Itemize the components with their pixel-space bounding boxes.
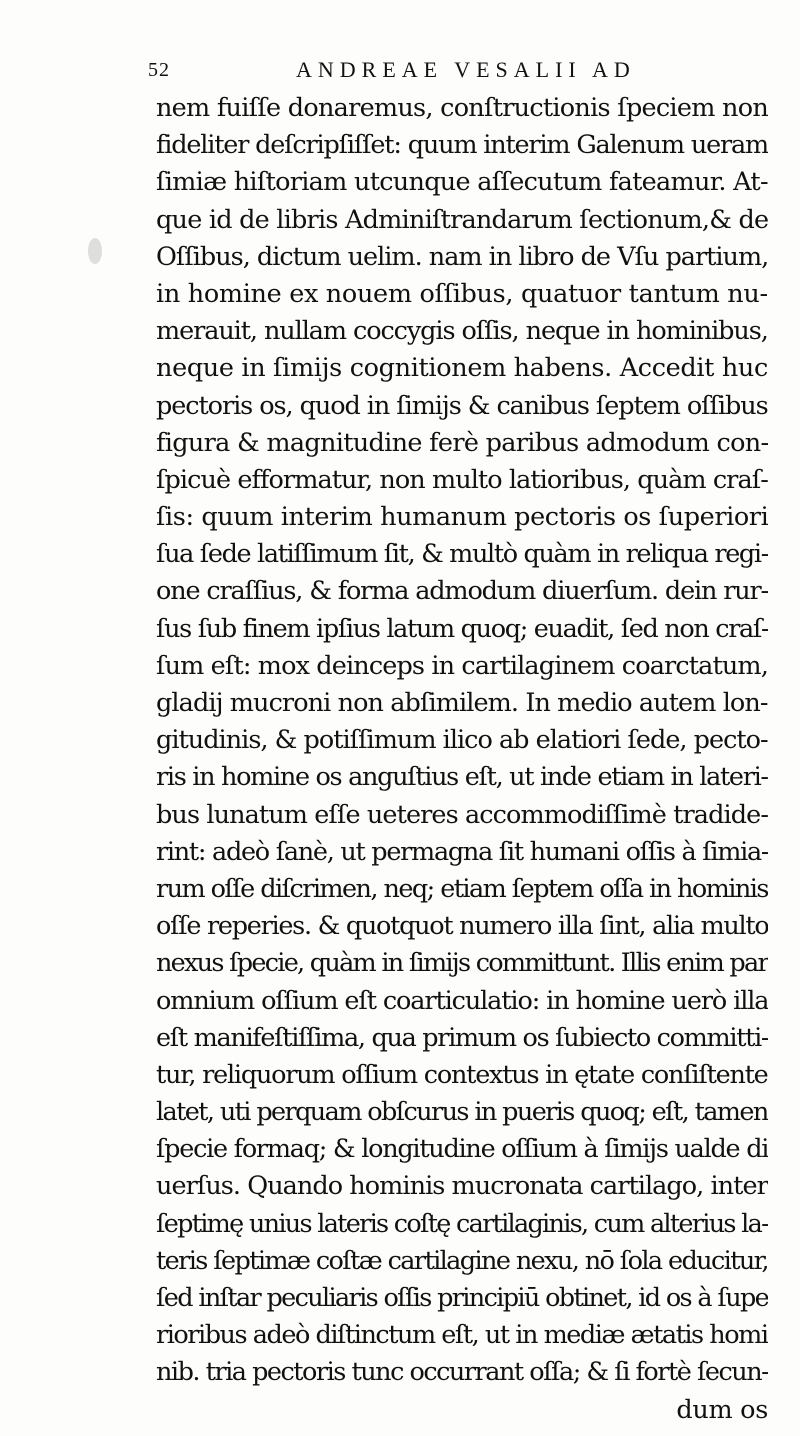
text-line: eſt manifeſtiſſima, qua primum os ſubiecto committi‐ <box>156 1022 768 1053</box>
text-line: ſua ſede latiſſimum ſit, & multò quàm in reliqua regi‐ <box>156 539 768 570</box>
ink-blot <box>88 238 102 264</box>
text-line: oſſe reperies. & quotquot numero illa ſint, alia multo <box>156 911 768 942</box>
text-line: one craſſius, & forma admodum diuerſum. dein rur‐ <box>156 576 768 607</box>
text-line: tur, reliquorum oſſium contextus in ętate conſiſtente <box>156 1059 768 1090</box>
text-line: teris ſeptimæ coſtæ cartilagine nexu, nō ſola educitur, <box>156 1245 768 1276</box>
text-line: rint: adeò ſanè, ut permagna ſit humani oſſis à ſimia‐ <box>156 836 768 867</box>
text-line: figura & magnitudine ferè paribus admodum con‐ <box>156 427 768 458</box>
text-line: gladij mucroni non abſimilem. In medio autem lon‐ <box>156 688 768 718</box>
text-line: ris in homine os anguſtius eſt, ut inde etiam in lateri‐ <box>156 762 768 793</box>
text-line: ſpecie formaq; & longitudine oſſium à ſimijs ualde di <box>156 1134 768 1165</box>
text-line: gitudinis, & potiſſimum ilico ab elatiori ſede, pecto‐ <box>156 725 768 756</box>
text-line: neque in ſimijs cognitionem habens. Accedit huc <box>156 353 768 384</box>
text-line: uerſus. Quando hominis mucronata cartilago, inter <box>156 1171 768 1202</box>
body-text <box>156 90 768 1429</box>
page-header <box>148 52 768 88</box>
text-line: latet, uti perquam obſcurus in pueris quoq; eſt, tamen <box>156 1097 768 1128</box>
text-line: ſis: quum interim humanum pectoris os ſuperiori <box>156 502 768 533</box>
text-line: ſum eſt: mox deinceps in cartilaginem coarctatum, <box>156 650 768 681</box>
text-line: ſimiæ hiſtoriam utcunque aſſecutum fateamur. At‐ <box>156 167 768 198</box>
page-number: 52 <box>148 58 170 81</box>
text-line: pectoris os, quod in ſimijs & canibus ſeptem oſſibus <box>156 390 768 421</box>
text-line: nexus ſpecie, quàm in ſimijs committunt. Illis enim par <box>156 948 768 979</box>
text-line: rum oſſe diſcrimen, neq; etiam ſeptem oſſa in hominis <box>156 873 768 904</box>
running-head: ANDREAE VESALII AD <box>296 57 636 82</box>
text-line: ſus ſub finem ipſius latum quoq; euadit, ſed non craſ‐ <box>156 613 768 644</box>
text-line: fideliter deſcripſiſſet: quum interim Galenum ueram <box>156 130 768 161</box>
text-line: nem fuiſſe donaremus, conſtructionis ſpeciem non <box>156 93 768 123</box>
text-line: ſeptimę unius lateris coſtę cartilaginis, cum alterius la‐ <box>156 1208 768 1239</box>
text-line: omnium oſſium eſt coarticulatio: in homine uerò illa <box>156 985 768 1016</box>
text-line: rioribus adeò diſtinctum eſt, ut in mediæ ætatis homi <box>156 1320 768 1351</box>
text-line: nib. tria pectoris tunc occurrant oſſa; & ſi fortè ſecun‐ <box>156 1357 768 1388</box>
text-line: Oſſibus, dictum uelim. nam in libro de Vſu partium, <box>156 241 768 272</box>
text-line: que id de libris Adminiſtrandarum ſectionum,& de <box>156 204 768 235</box>
text-line: ſed inſtar peculiaris oſſis principiū obtinet, id os à ſupe <box>156 1283 768 1313</box>
catchword: dum os <box>676 1394 768 1425</box>
text-line: bus lunatum eſſe ueteres accommodiſſimè tradide‐ <box>156 799 768 830</box>
text-line: ſpicuè efformatur, non multo latioribus, quàm craſ‐ <box>156 464 768 495</box>
text-line: in homine ex nouem oſſibus, quatuor tantum nu‐ <box>156 278 768 309</box>
text-line: merauit, nullam coccygis oſſis, neque in hominibus, <box>156 316 768 347</box>
